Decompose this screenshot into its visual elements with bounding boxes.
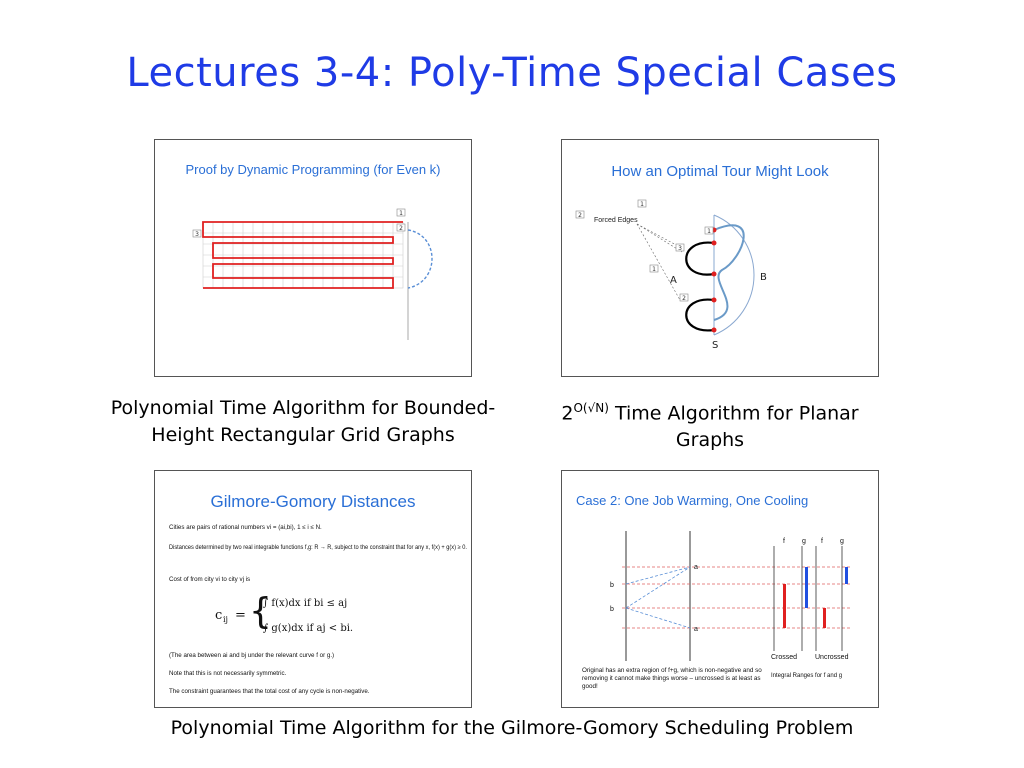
- grid-marker-1: 1: [399, 210, 403, 217]
- case2-top-f2: f: [821, 538, 823, 545]
- tour-black-curve-upper: [686, 243, 714, 275]
- gilmore-formula-lhs: c: [215, 608, 223, 623]
- caption-grid-graphs: [80, 395, 526, 449]
- case2-bj-label: b: [610, 582, 614, 589]
- slide-title: Lectures 3-4: Poly-Time Special Cases: [126, 50, 898, 96]
- tour-marker-3: 3: [678, 245, 682, 252]
- case2-aj-label: a: [694, 564, 698, 571]
- grid-marker-2: 2: [399, 225, 403, 232]
- gilmore-bullet-6: The constraint guarantees that the total cost of any cycle is non-negative.: [169, 688, 370, 695]
- tour-marker-2a: 2: [578, 212, 582, 219]
- gilmore-gomory-figure: [155, 471, 471, 707]
- svg-text:{: {: [249, 591, 272, 632]
- optimal-tour-figure: [562, 140, 878, 376]
- tour-marker-2b: 2: [682, 295, 686, 302]
- grid-proof-title: Proof by Dynamic Programming (for Even k): [185, 162, 441, 177]
- case2-top-g1: g: [802, 538, 806, 545]
- gilmore-bullet-3: Cost of from city vi to city vj is: [169, 576, 251, 583]
- gilmore-bullet-2: Distances determined by two real integrable functions f,g: R → R, subject to the constraint that for any x, f(x) + g(x) ≥ 0.: [169, 544, 468, 551]
- case2-top-g2: g: [840, 538, 844, 545]
- case2-top-f1: f: [783, 538, 785, 545]
- grid-dashed-arc: [408, 230, 432, 288]
- gilmore-bullet-4: (The area between ai and bj under the relevant curve f or g.): [169, 652, 335, 659]
- case2-blue-bar-crossed: [805, 567, 808, 608]
- gilmore-formula-case1: ∫ f(x)dx if bi ≤ aj: [263, 598, 348, 609]
- caption-planar-rest: Time Algorithm for Planar Graphs: [608, 402, 859, 452]
- caption-grid-graphs-text: Polynomial Time Algorithm for Bounded-Height Rectangular Grid Graphs: [110, 397, 496, 446]
- tour-forced-edges-label: Forced Edges: [594, 217, 638, 224]
- case2-bi-label: b: [610, 606, 614, 613]
- case2-crossed-label: Crossed: [771, 654, 798, 661]
- case2-footnote: Original has an extra region of f+g, which is non-negative and so removing it cannot make things worse – uncrossed is at least as good!: [582, 667, 762, 690]
- case2-blue-bar-uncrossed: [845, 567, 848, 584]
- case2-ai-label: a: [694, 626, 698, 633]
- case2-thumbnail: [561, 470, 879, 708]
- tour-title: How an Optimal Tour Might Look: [611, 163, 829, 180]
- case2-uncrossed-label: Uncrossed: [815, 654, 849, 661]
- tour-label-b: B: [760, 272, 767, 283]
- caption-planar-exponent: O(√N): [573, 401, 609, 415]
- case2-title: Case 2: One Job Warming, One Cooling: [576, 493, 809, 508]
- grid-marker-3: 3: [195, 231, 199, 238]
- tour-marker-1c: 1: [652, 266, 656, 273]
- gilmore-bullet-5: Note that this is not necessarily symmetric.: [169, 670, 287, 677]
- tour-marker-1: 1: [640, 201, 644, 208]
- grid-proof-figure: [155, 140, 471, 376]
- tour-marker-1b: 1: [707, 228, 711, 235]
- tour-label-s: S: [712, 340, 719, 351]
- svg-text:=: =: [235, 608, 246, 623]
- gilmore-bullet-1: Cities are pairs of rational numbers vi = (ai,bi), 1 ≤ i ≤ N.: [169, 524, 322, 531]
- caption-planar-graphs: [560, 395, 860, 454]
- tour-black-curve-lower: [686, 300, 714, 331]
- tour-blue-curve: [714, 225, 744, 320]
- optimal-tour-thumbnail: [561, 139, 879, 377]
- caption-gilmore-gomory-text: Polynomial Time Algorithm for the Gilmore-Gomory Scheduling Problem: [170, 717, 854, 739]
- case2-red-bar-crossed: [783, 584, 786, 628]
- caption-planar-base: 2: [561, 402, 574, 425]
- gilmore-gomory-thumbnail: [154, 470, 472, 708]
- case2-red-bar-uncrossed: [823, 608, 826, 628]
- gilmore-formula-sub: ij: [223, 615, 229, 624]
- case2-integral-label: Integral Ranges for f and g: [771, 673, 843, 679]
- gilmore-title: Gilmore-Gomory Distances: [210, 492, 416, 511]
- grid-proof-thumbnail: [154, 139, 472, 377]
- tour-label-a: A: [670, 275, 677, 286]
- gilmore-formula-case2: ∫ g(x)dx if aj < bi.: [263, 623, 354, 634]
- case2-figure: [562, 471, 878, 707]
- caption-gilmore-gomory: [60, 715, 964, 742]
